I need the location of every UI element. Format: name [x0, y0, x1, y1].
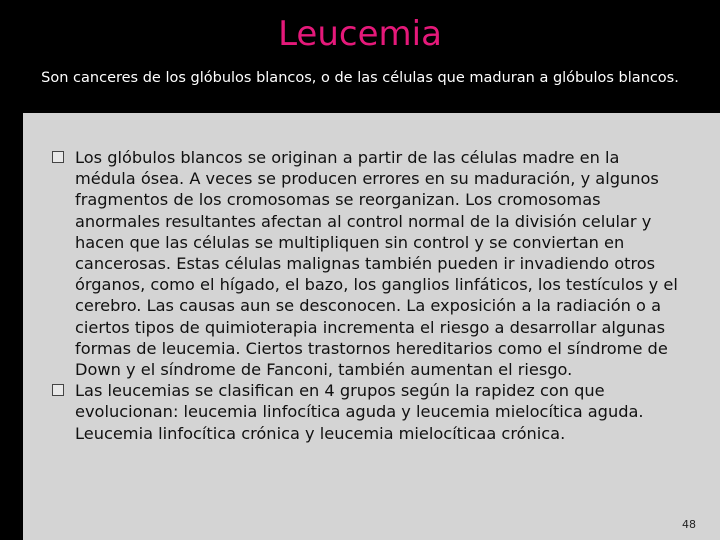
page-number: 48 [682, 518, 696, 531]
slide-subtitle: Son canceres de los glóbulos blancos, o de las células que maduran a glóbulos blancos. [41, 70, 679, 86]
square-bullet-icon [52, 384, 64, 396]
bullet-text: Las leucemias se clasifican en 4 grupos según la rapidez con que evolucionan: leucemia linfocítica aguda y leucemia mielocítica aguda. Leucemia linfocítica crónica y leucemia mielocíticaa crónica. [75, 381, 644, 443]
list-item [23, 147, 685, 380]
bullet-text: Los glóbulos blancos se originan a partir de las células madre en la médula ósea. A veces se producen errores en su maduración, y algunos fragmentos de los cromosomas se reorganizan. Los cromosomas anormales resultantes afectan al control normal de la división celular y hacen que las células se multipliquen sin control y se conviertan en cancerosas. Estas células malignas también pueden ir invadiendo otros órganos, como el hígado, el bazo, los ganglios linfáticos, los testículos y el cerebro. Las causas aun se desconocen. La exposición a la radiación o a ciertos tipos de quimioterapia incrementa el riesgo a desarrollar algunas formas de leucemia. Ciertos trastornos hereditarios como el síndrome de Down y el síndrome de Fanconi, también aumentan el riesgo. [75, 148, 678, 380]
slide-title: Leucemia [278, 14, 442, 54]
content-panel [23, 113, 720, 540]
bullet-list [23, 147, 720, 444]
list-item [23, 380, 685, 444]
square-bullet-icon [52, 151, 64, 163]
